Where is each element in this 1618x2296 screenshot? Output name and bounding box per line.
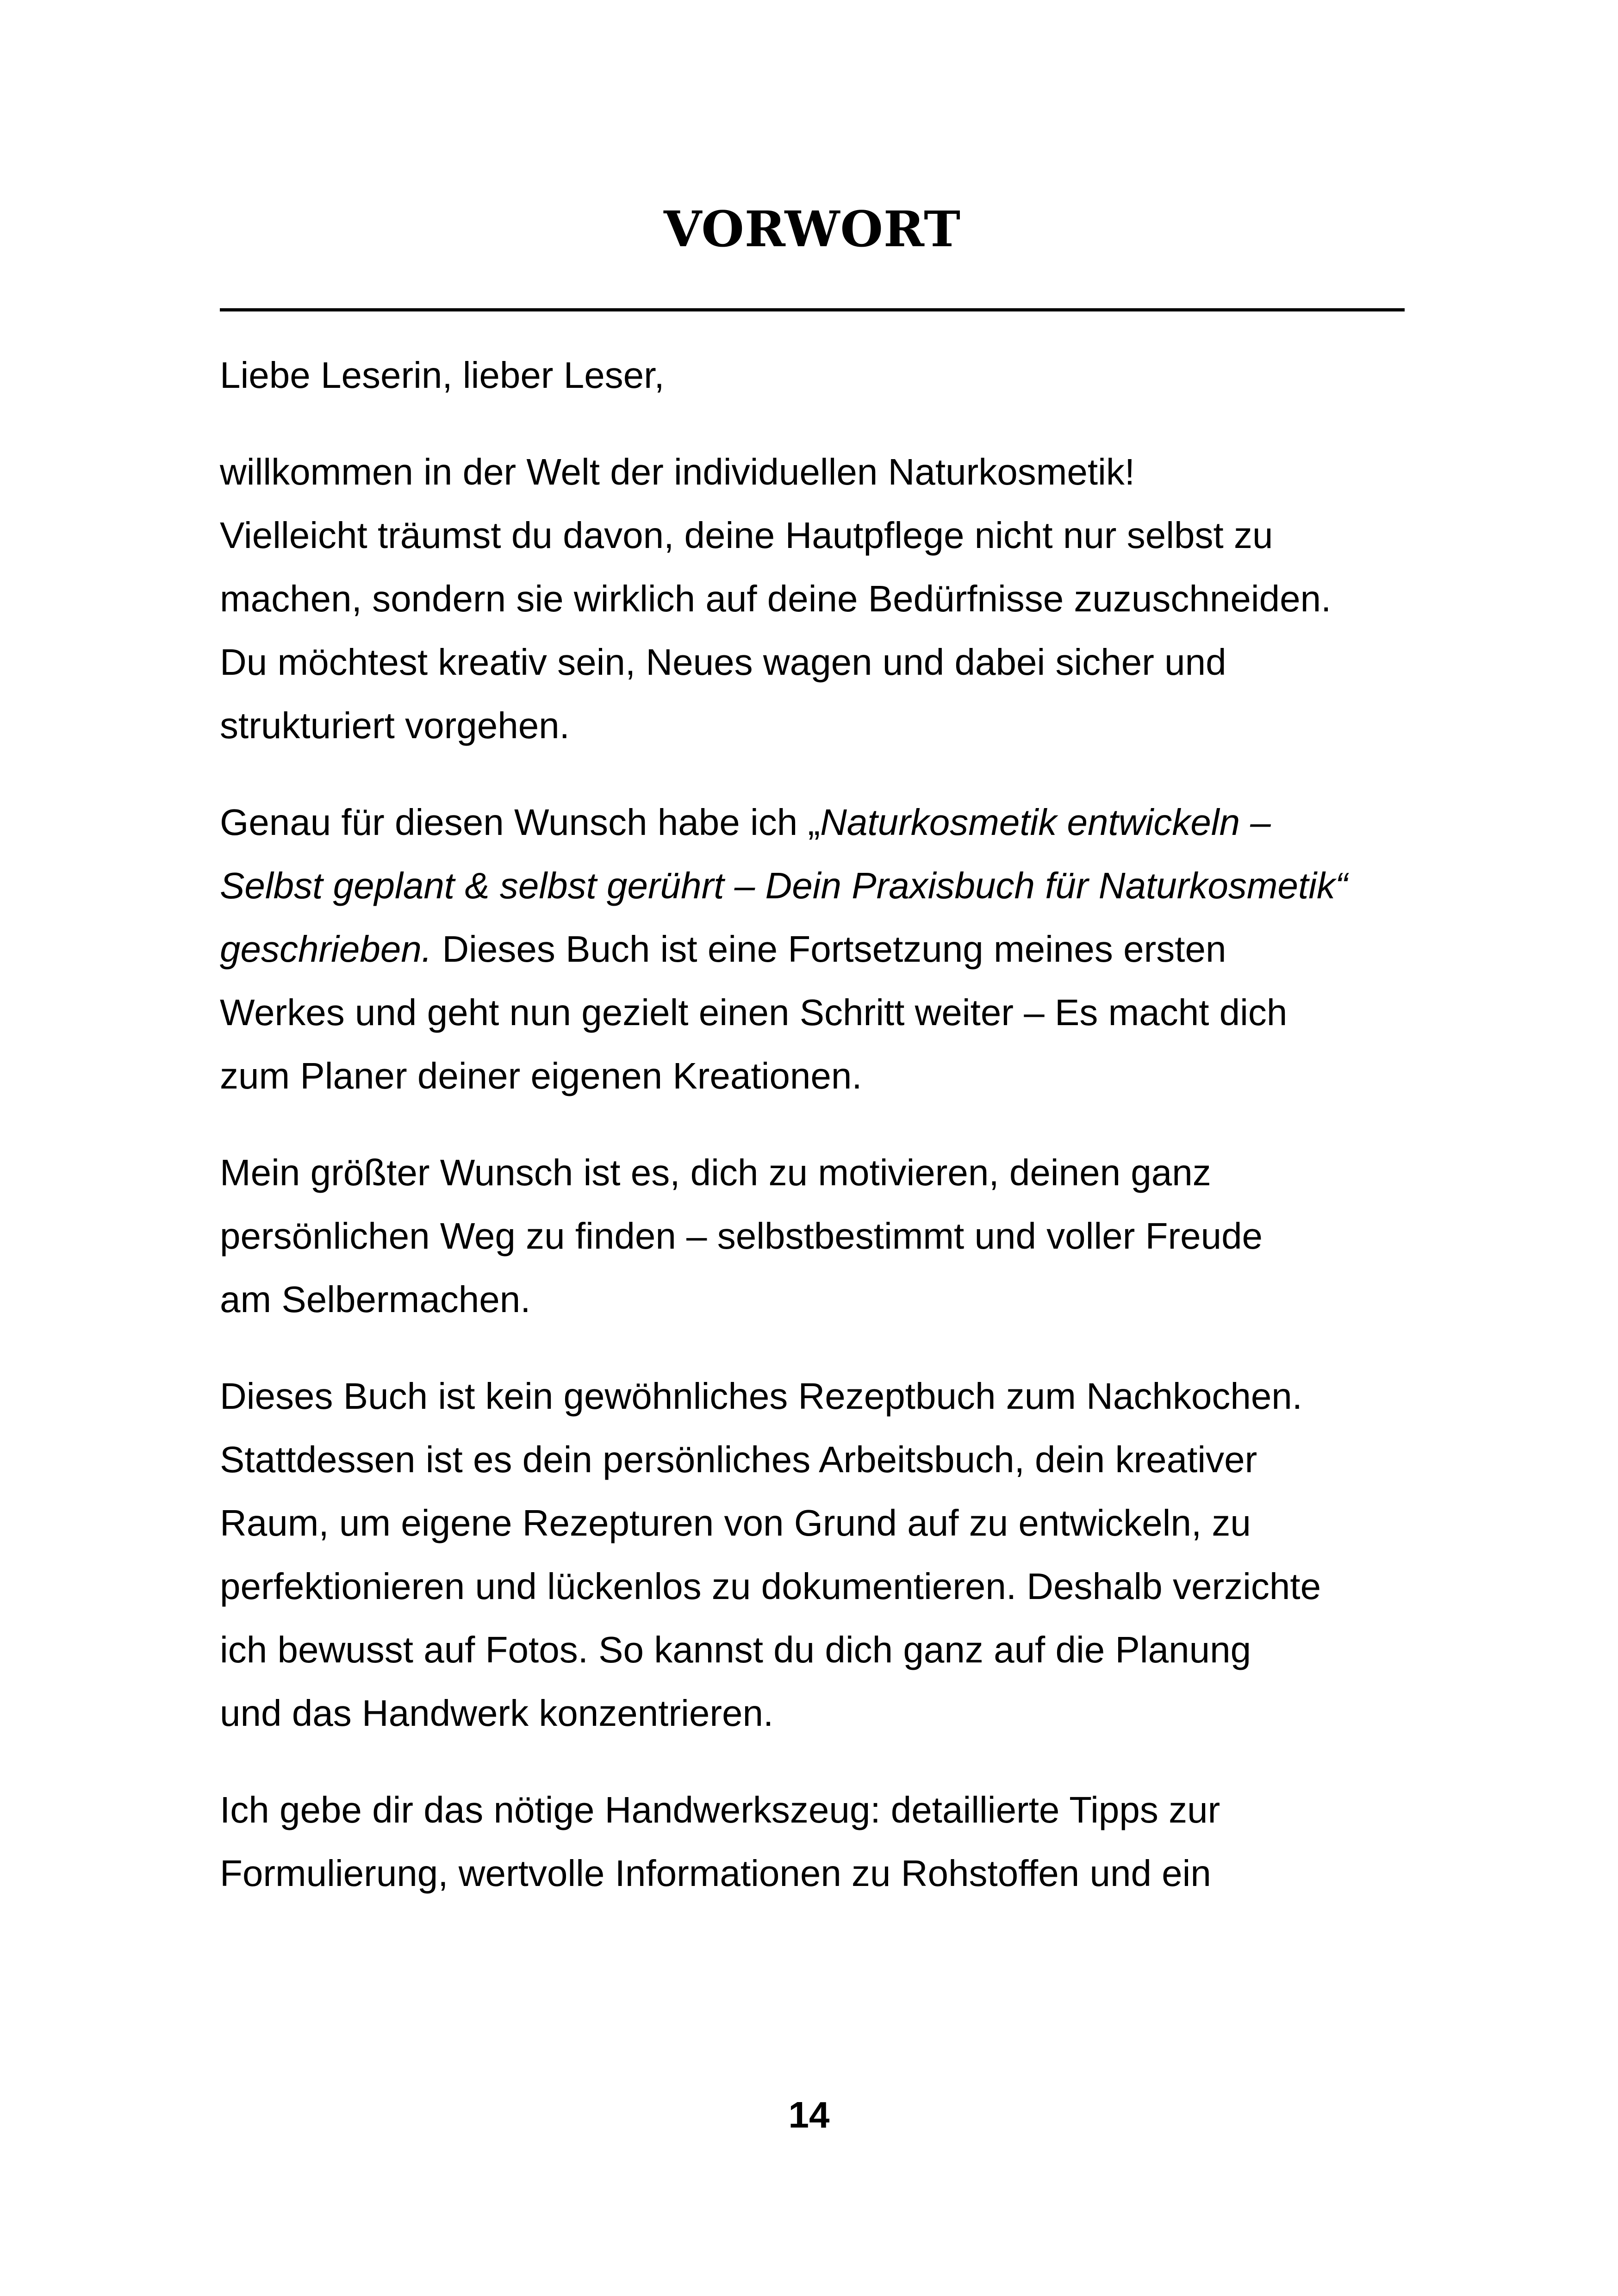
- text-line: persönlichen Weg zu finden – selbstbestimmt und voller Freude: [220, 1215, 1263, 1257]
- text-line: Mein größter Wunsch ist es, dich zu motivieren, deinen ganz: [220, 1152, 1211, 1193]
- book-title-part: geschrieben.: [220, 928, 432, 970]
- text-line: perfektionieren und lückenlos zu dokumentieren. Deshalb verzichte: [220, 1566, 1321, 1607]
- text-line: willkommen in der Welt der individuellen Naturkosmetik!: [220, 451, 1135, 492]
- title-divider: [220, 308, 1405, 311]
- text-line: Stattdessen ist es dein persönliches Arbeitsbuch, dein kreativer: [220, 1439, 1257, 1480]
- book-title-part: Selbst geplant & selbst gerührt – Dein Praxisbuch für Naturkosmetik“: [220, 865, 1348, 906]
- page-number: 14: [788, 2094, 830, 2135]
- text-line: [220, 790, 1414, 854]
- paragraph-wish: [220, 1141, 1414, 1331]
- paragraph-workbook: [220, 1364, 1414, 1745]
- text-line: Ich gebe dir das nötige Handwerkszeug: detaillierte Tipps zur: [220, 1789, 1220, 1830]
- body-text: [220, 343, 1414, 1938]
- paragraph-book-intro: [220, 790, 1414, 1108]
- text-line: ich bewusst auf Fotos. So kannst du dich ganz auf die Planung: [220, 1629, 1251, 1670]
- paragraph-welcome: [220, 440, 1414, 757]
- text-run: Genau für diesen Wunsch habe ich „: [220, 802, 821, 843]
- text-line: Dieses Buch ist kein gewöhnliches Rezeptbuch zum Nachkochen.: [220, 1375, 1303, 1417]
- text-line: Werkes und geht nun gezielt einen Schritt weiter – Es macht dich: [220, 992, 1288, 1033]
- text-line: und das Handwerk konzentrieren.: [220, 1692, 774, 1734]
- text-line: zum Planer deiner eigenen Kreationen.: [220, 1055, 862, 1096]
- book-title-part: Naturkosmetik entwickeln –: [820, 802, 1271, 843]
- text-line: Du möchtest kreativ sein, Neues wagen und dabei sicher und: [220, 641, 1226, 683]
- text-line: Vielleicht träumst du davon, deine Hautpflege nicht nur selbst zu: [220, 515, 1273, 556]
- text-line: Liebe Leserin, lieber Leser,: [220, 355, 665, 396]
- page-title: VORWORT: [664, 200, 961, 258]
- text-line: Raum, um eigene Rezepturen von Grund auf zu entwickeln, zu: [220, 1502, 1251, 1543]
- salutation: [220, 343, 1414, 407]
- text-run: Dieses Buch ist eine Fortsetzung meines ersten: [432, 928, 1226, 970]
- text-line: am Selbermachen.: [220, 1279, 531, 1320]
- text-line: machen, sondern sie wirklich auf deine Bedürfnisse zuzuschneiden.: [220, 578, 1332, 619]
- text-line: strukturiert vorgehen.: [220, 705, 570, 746]
- text-line: [220, 917, 1414, 981]
- paragraph-tools: [220, 1778, 1414, 1905]
- text-line: Formulierung, wertvolle Informationen zu Rohstoffen und ein: [220, 1853, 1211, 1894]
